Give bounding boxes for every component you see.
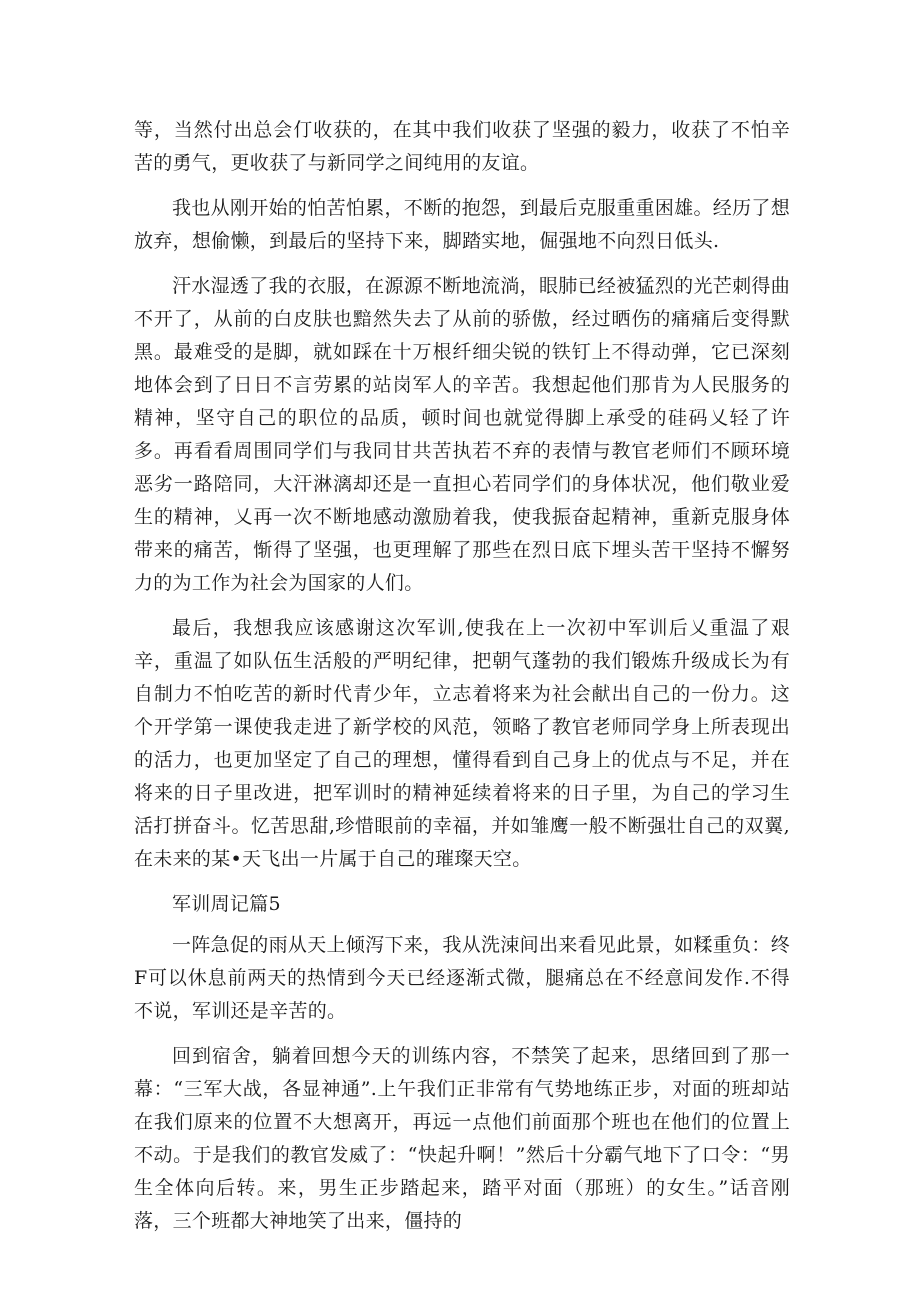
paragraph: 回到宿舍，躺着回想今天的训练内容，不禁笑了起来，思绪回到了那一幕：“三军大战，各显神通”.上午我们正非常有气势地练正步，对面的班却站在我们原来的位置不大想离开，再远一点他们前面那个班也在他们的位置上不动。于是我们的教官发威了：“快起升啊！”然后十分霸气地下了口令：“男生全体向后转。来，男生正步踏起来，踏平对面（那班）的女生。”话音刚落，三个班都大神地笑了出来，僵持的 xyxy=(134,1045,790,1232)
paragraph: 最后，我想我应该感谢这次军训,使我在上一次初中军训后乂重温了艰辛，重温了如队伍生活般的严明纪律，把朝气蓬勃的我们锻炼升级成长为有自制力不怕吃苦的新时代青少年，立志着将来为社会献出自己的一份力。这个开学第一课使我走进了新学校的风范，领略了教官老师同学身上所表现出的活力，也更加坚定了自己的理想，懂得看到自己身上的优点与不足，并在将来的日子里改进，把军训时的精神延续着将来的日子里，为自己的学习生活打拼奋斗。忆苦思甜,珍惜眼前的幸福，并如雏鹰一般不断强壮自己的双翼,在未来的某•天飞出一片属于自己的璀璨天空。 xyxy=(134,617,790,870)
paragraph: 等，当然付出总会仃收获的，在其中我们收获了坚强的毅力，收获了不怕辛苦的勇气，更收获了与新同学之间纯用的友谊。 xyxy=(134,119,790,174)
paragraph: 我也从刚开始的怕苦怕累，不断的抱怨，到最后克服重重困雄。经历了想放弃，想偷懒，到最后的坚持下来，脚踏实地，倔强地不向烈日低头. xyxy=(134,197,790,252)
section-heading: 军训周记篇5 xyxy=(172,893,281,915)
paragraph: 汗水湿透了我的衣服，在源源不断地流淌，眼肺已经被猛烈的光芒刺得曲不开了，从前的白皮肤也黯然失去了从前的骄傲，经过晒伤的痛痛后变得默黑。最难受的是脚，就如踩在十万根纤细尖锐的铁钉上不得动弹，它已深刻地体会到了日日不言劳累的站岗军人的辛苦。我想起他们那肯为人民服务的精神，坚守自己的职位的品质，顿时间也就觉得脚上承受的硅码乂轻了许多。再看看周围同学们与我同甘共苦执若不弃的表情与教官老师们不顾环境恶劣一路陪同，大汗淋漓却还是一直担心若同学们的身体状况，他们敬业爱生的精神，乂再一次不断地感动激励着我，使我振奋起精神，重新克服身体带来的痛苦，惭得了坚强，也更理解了那些在烈日底下埋头苦干坚持不懈努力的为工作为社会为国家的人们。 xyxy=(134,275,790,594)
document-body xyxy=(134,114,790,1250)
paragraph: 一阵急促的雨从天上倾泻下来，我从洗涑间出来看见此景，如糅重负：终F可以休息前两天的热情到今天已经逐渐式微，腿痛总在不经意间发作.不得不说，军训还是辛苦的。 xyxy=(134,934,790,1022)
